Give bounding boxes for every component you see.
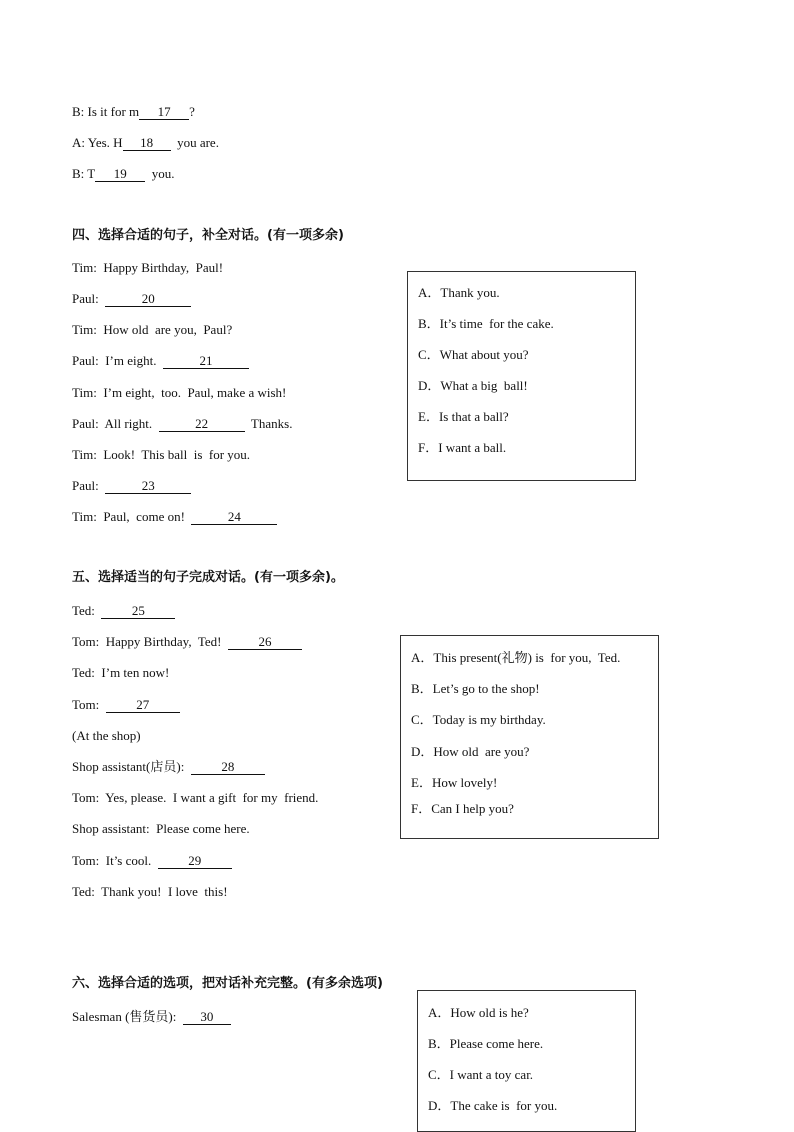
option-d[interactable]: D．How old are you? — [411, 744, 530, 759]
s4-line-3 — [72, 322, 232, 338]
s5-line-6 — [72, 759, 265, 775]
line-text: Tom: It’s cool. — [72, 853, 158, 868]
section-5-heading: 五、选择适当的句子完成对话。(有一项多余)。 — [72, 570, 344, 585]
dialogue-line-18 — [72, 135, 219, 151]
line-text: (At the shop) — [72, 728, 141, 743]
line-text: Paul: All right. — [72, 416, 159, 431]
s4-line-1 — [72, 260, 223, 276]
answer-blank-24[interactable]: 24 — [191, 510, 277, 525]
section-4-options-box — [407, 271, 636, 481]
s5-line-5 — [72, 728, 141, 744]
line-text: Tom: Yes, please. I want a gift for my friend. — [72, 790, 319, 805]
line-text: ? — [189, 104, 195, 119]
s4-line-7 — [72, 447, 250, 463]
line-text: Salesman (售货员): — [72, 1009, 183, 1024]
s4-line-8 — [72, 478, 191, 494]
s4-line-2 — [72, 291, 191, 307]
line-text: you are. — [170, 135, 219, 150]
line-text: Shop assistant(店员): — [72, 759, 191, 774]
answer-blank-22[interactable]: 22 — [159, 417, 245, 432]
option-e[interactable]: E．Is that a ball? — [418, 409, 509, 424]
line-text: Paul: — [72, 478, 106, 493]
line-text: you. — [145, 166, 175, 181]
option-a[interactable]: A．Thank you. — [418, 285, 500, 300]
option-f[interactable]: F．Can I help you? — [411, 801, 514, 816]
s6-line-1 — [72, 1009, 231, 1025]
option-a[interactable]: A．How old is he? — [428, 1005, 529, 1020]
s5-line-3 — [72, 665, 169, 681]
s5-line-8 — [72, 821, 250, 837]
section-6-options-box — [417, 990, 636, 1132]
line-text: Tom: Happy Birthday, Ted! — [72, 634, 228, 649]
line-text: Tim: I’m eight, too. Paul, make a wish! — [72, 385, 287, 400]
option-c[interactable]: C．What about you? — [418, 347, 529, 362]
s4-line-9 — [72, 509, 277, 525]
dialogue-line-19 — [72, 166, 175, 182]
line-text: Tim: Paul, come on! — [72, 509, 192, 524]
option-c[interactable]: C．Today is my birthday. — [411, 712, 546, 727]
option-d[interactable]: D．The cake is for you. — [428, 1098, 558, 1113]
s5-line-2 — [72, 634, 302, 650]
s4-line-5 — [72, 385, 286, 401]
s5-line-10 — [72, 884, 228, 900]
line-text: Paul: I’m eight. — [72, 353, 163, 368]
option-d[interactable]: D．What a big ball! — [418, 378, 528, 393]
line-text: Tim: How old are you, Paul? — [72, 322, 233, 337]
option-a[interactable]: A．This present(礼物) is for you, Ted. — [411, 650, 621, 665]
option-f[interactable]: F．I want a ball. — [418, 440, 507, 455]
s5-line-1 — [72, 603, 175, 619]
line-text: B: T — [72, 166, 96, 181]
line-text: Ted: — [72, 603, 102, 618]
answer-blank-29[interactable]: 29 — [158, 854, 232, 869]
section-5-options-box — [400, 635, 659, 839]
answer-blank-27[interactable]: 27 — [106, 698, 180, 713]
line-text: Tim: Look! This ball is for you. — [72, 447, 251, 462]
option-b[interactable]: B．Let’s go to the shop! — [411, 681, 540, 696]
answer-blank-19[interactable]: 19 — [95, 167, 145, 182]
line-text: Tom: — [72, 697, 106, 712]
answer-blank-23[interactable]: 23 — [105, 479, 191, 494]
answer-blank-26[interactable]: 26 — [228, 635, 302, 650]
line-text: Ted: Thank you! I love this! — [72, 884, 228, 899]
s4-line-6 — [72, 416, 292, 432]
answer-blank-21[interactable]: 21 — [163, 354, 249, 369]
option-c[interactable]: C．I want a toy car. — [428, 1067, 534, 1082]
line-text: Thanks. — [244, 416, 293, 431]
answer-blank-28[interactable]: 28 — [191, 760, 265, 775]
answer-blank-17[interactable]: 17 — [139, 105, 189, 120]
line-text: A: Yes. H — [72, 135, 123, 150]
option-b[interactable]: B．It’s time for the cake. — [418, 316, 554, 331]
line-text: B: Is it for m — [72, 104, 140, 119]
answer-blank-18[interactable]: 18 — [123, 136, 171, 151]
option-e[interactable]: E．How lovely! — [411, 775, 498, 790]
line-text: Ted: I’m ten now! — [72, 665, 170, 680]
s5-line-4 — [72, 697, 180, 713]
line-text: Tim: Happy Birthday, Paul! — [72, 260, 224, 275]
answer-blank-20[interactable]: 20 — [105, 292, 191, 307]
answer-blank-25[interactable]: 25 — [101, 604, 175, 619]
option-b[interactable]: B．Please come here. — [428, 1036, 544, 1051]
s4-line-4 — [72, 353, 249, 369]
s5-line-9 — [72, 853, 232, 869]
section-4-heading: 四、选择合适的句子，补全对话。(有一项多余) — [72, 228, 344, 243]
s5-line-7 — [72, 790, 318, 806]
section-6-heading: 六、选择合适的选项，把对话补充完整。(有多余选项) — [72, 976, 383, 991]
line-text: Paul: — [72, 291, 106, 306]
line-text: Shop assistant: Please come here. — [72, 821, 250, 836]
dialogue-line-17 — [72, 104, 195, 120]
answer-blank-30[interactable]: 30 — [183, 1010, 231, 1025]
